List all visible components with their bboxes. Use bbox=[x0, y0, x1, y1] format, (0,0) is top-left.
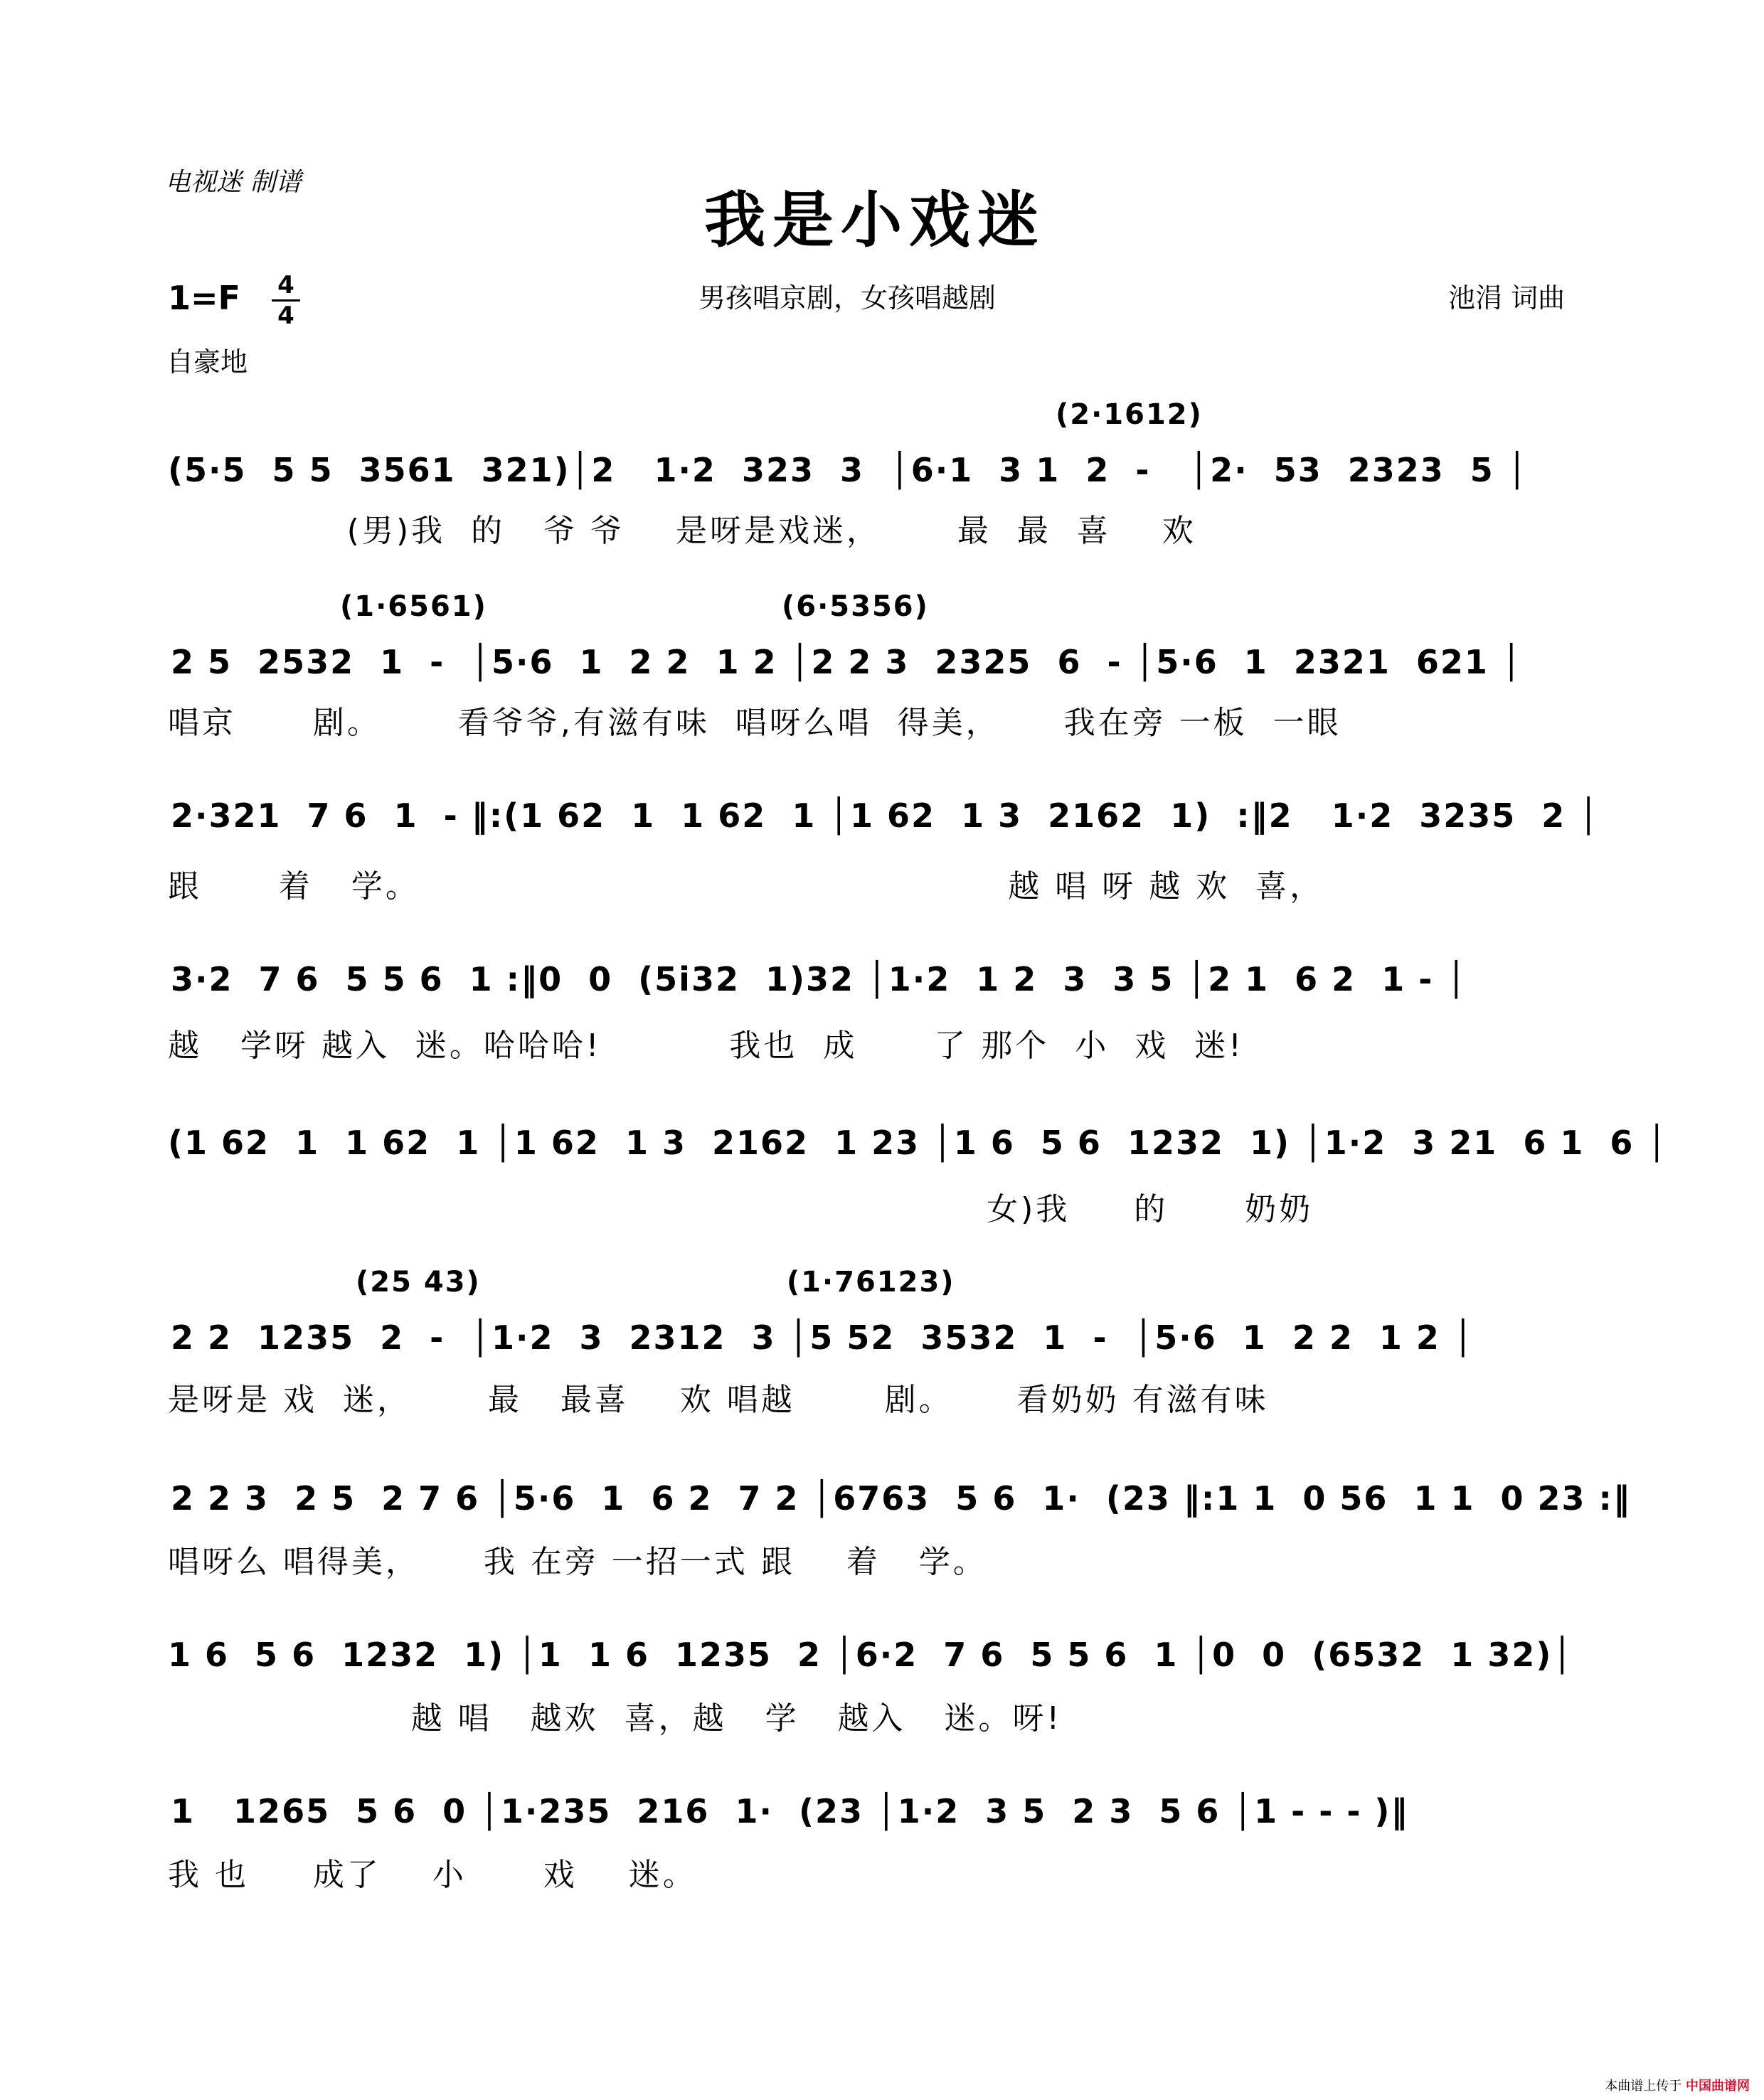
system-notes: 2 5 2532 1 - │5·6 1 2 2 1 2 │2 2 3 2325 6 - │5·6 1 2321 621 │ bbox=[171, 643, 1523, 681]
system-lyrics: 跟 着 学。 越 唱 呀 越 欢 喜， bbox=[168, 868, 1324, 905]
system-notes: (1 62 1 1 62 1 │1 62 1 3 2162 1 23 │1 6 5 6 1232 1) │1·2 3 21 6 1 6 │ bbox=[168, 1124, 1669, 1162]
system-notes: 3·2 7 6 5 5 6 1 :‖0 0 (5i32 1)32 │1·2 1 2 3 3 5 │2 1 6 2 1 - │ bbox=[171, 960, 1468, 998]
system-lyrics: 我 也 成了 小 戏 迷。 bbox=[168, 1857, 697, 1893]
system-6 bbox=[0, 1266, 1764, 1418]
system-3 bbox=[0, 782, 1764, 932]
system-lyrics: 唱呀么 唱得美， 我 在旁 一招一式 跟 着 学。 bbox=[168, 1544, 987, 1580]
system-notes: 1 6 5 6 1232 1) │1 1 6 1235 2 │6·2 7 6 5 5 6 1 │0 0 (6532 1 32)│ bbox=[168, 1636, 1574, 1674]
system-notes: 2·321 7 6 1 - ‖:(1 62 1 1 62 1 │1 62 1 3 2162 1) :‖2 1·2 3235 2 │ bbox=[171, 796, 1600, 835]
system-4 bbox=[0, 946, 1764, 1095]
time-signature bbox=[272, 273, 300, 328]
system-2 bbox=[0, 590, 1764, 740]
system-notes: 1 1265 5 6 0 │1·235 216 1· (23 │1·2 3 5 2 3 5 6 │1 - - - )‖ bbox=[171, 1792, 1409, 1830]
system-7 bbox=[0, 1465, 1764, 1614]
system-lyrics: 是呀是 戏 迷， 最 最喜 欢 唱越 剧。 看奶奶 有滋有味 bbox=[168, 1382, 1269, 1418]
system-lyrics: 唱京 剧。 看爷爷,有滋有味 唱呀么唱 得美， 我在旁 一板 一眼 bbox=[168, 705, 1341, 741]
system-lyrics: 越 学呀 越入 迷。哈哈哈! 我也 成 了 那个 小 戏 迷! bbox=[168, 1028, 1244, 1064]
footer-brand: 中国曲谱网 bbox=[1686, 2079, 1750, 2094]
tempo-marking: 自豪地 bbox=[166, 346, 248, 378]
time-sig-bottom: 4 bbox=[277, 302, 294, 330]
system-lyrics: (男)我 的 爷 爷 是呀是戏迷， 最 最 喜 欢 bbox=[168, 513, 1196, 549]
system-notes: 2 2 1235 2 - │1·2 3 2312 3 │5 52 3532 1 - │5·6 1 2 2 1 2 │ bbox=[171, 1318, 1475, 1357]
key-signature: 1=F bbox=[168, 279, 240, 317]
system-intro: (1·6561) (6·5356) bbox=[340, 590, 929, 623]
system-5 bbox=[0, 1109, 1764, 1259]
subtitle: 男孩唱京剧，女孩唱越剧 bbox=[698, 282, 997, 314]
system-intro: (2·1612) bbox=[1056, 398, 1203, 431]
system-9 bbox=[0, 1778, 1764, 1927]
system-8 bbox=[0, 1621, 1764, 1771]
composer-credit: 池涓 词曲 bbox=[1448, 282, 1566, 314]
system-lyrics: 女)我 的 奶奶 bbox=[168, 1191, 1314, 1227]
system-intro: (25 43) (1·76123) bbox=[356, 1266, 955, 1299]
system-notes: (5·5 5 5 3561 321)│2 1·2 323 3 │6·1 3 1 2 - │2· 53 2323 5 │ bbox=[168, 451, 1529, 489]
footer-uploaded: 本曲谱上传于 bbox=[1605, 2079, 1682, 2094]
page-title: 我是小戏迷 bbox=[704, 184, 1046, 256]
time-sig-top: 4 bbox=[277, 271, 294, 299]
system-lyrics: 越 唱 越欢 喜，越 学 越入 迷。呀! bbox=[168, 1700, 1063, 1737]
arranger-credit: 电视迷 制谱 bbox=[165, 168, 302, 197]
system-notes: 2 2 3 2 5 2 7 6 │5·6 1 6 2 7 2 │6763 5 6 1· (23 ‖:1 1 0 56 1 1 0 23 :‖ bbox=[171, 1479, 1631, 1518]
footer-watermark bbox=[1605, 2076, 1750, 2094]
system-1 bbox=[0, 398, 1764, 548]
